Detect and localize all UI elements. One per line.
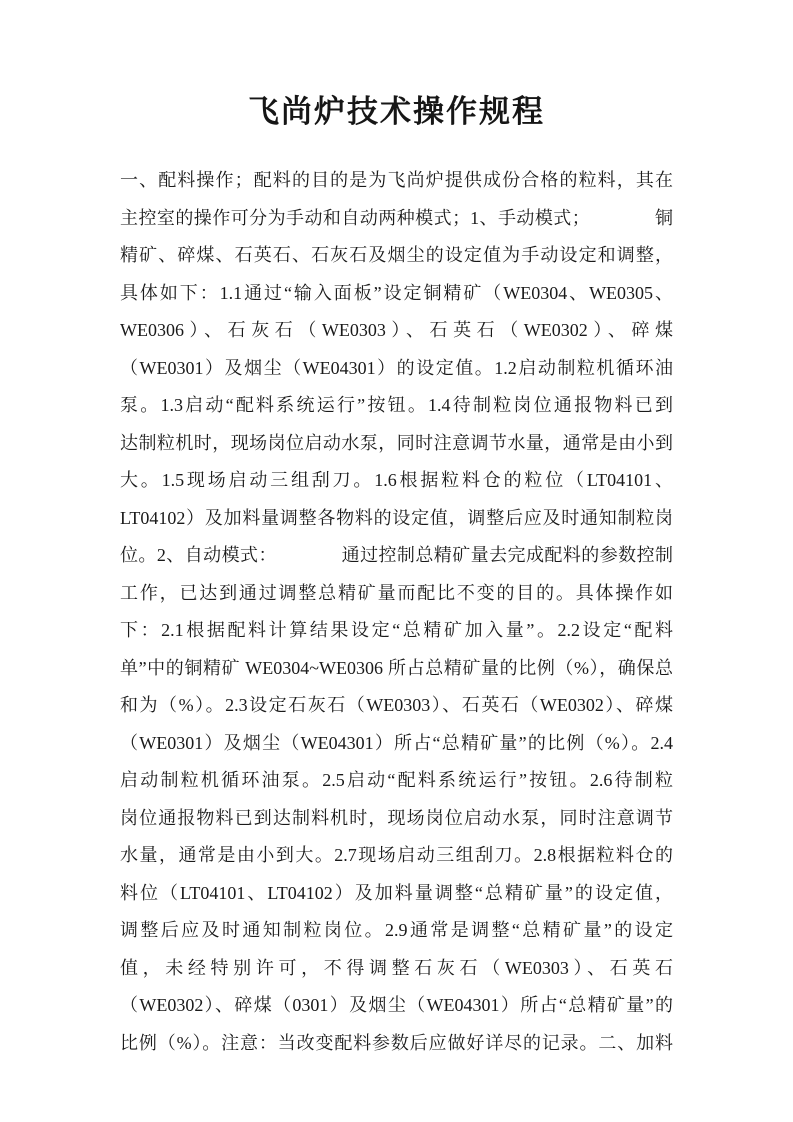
text-line: 和为（%）。2.3设定石灰石（WE0303）、石英石（WE0302）、碎煤	[120, 695, 673, 715]
text-line: 值，未经特别许可，不得调整石灰石（WE0303）、石英石	[120, 957, 673, 978]
text-line: 水量，通常是由小到大。2.7现场启动三组刮刀。2.8根据粒料仓的	[120, 845, 673, 865]
text-line: 主控室的操作可分为手动和自动两种模式；1、手动模式； 铜	[120, 207, 673, 228]
text-line: （WE0301）及烟尘（WE04301）的设定值。1.2启动制粒机循环油	[120, 357, 673, 378]
text-line: 岗位通报物料已到达制料机时，现场岗位启动水泵，同时注意调节	[120, 807, 673, 828]
text-line: （WE0301）及烟尘（WE04301）所占“总精矿量”的比例（%）。2.4	[120, 732, 673, 753]
text-line: 具体如下：1.1通过“输入面板”设定铜精矿（WE0304、WE0305、	[120, 282, 673, 303]
text-line: 料位（LT04101、LT04102）及加料量调整“总精矿量”的设定值，	[120, 882, 673, 903]
text-line: 工作，已达到通过调整总精矿量而配比不变的目的。具体操作如	[120, 582, 673, 603]
text-line: 单”中的铜精矿 WE0304~WE0306 所占总精矿量的比例（%），确保总	[120, 657, 673, 678]
text-line: 比例（%）。注意：当改变配料参数后应做好详尽的记录。二、加料	[120, 1032, 673, 1053]
text-line: （WE0302）、碎煤（0301）及烟尘（WE04301）所占“总精矿量”的	[120, 995, 673, 1015]
text-line: 调整后应及时通知制粒岗位。2.9通常是调整“总精矿量”的设定	[120, 920, 673, 940]
text-line: 精矿、碎煤、石英石、石灰石及烟尘的设定值为手动设定和调整，	[120, 245, 673, 265]
text-line: 启动制粒机循环油泵。2.5启动“配料系统运行”按钮。2.6待制粒	[120, 770, 673, 790]
document-body	[120, 162, 673, 1062]
text-line: 下：2.1根据配料计算结果设定“总精矿加入量”。2.2设定“配料	[120, 620, 673, 640]
text-line: WE0306）、石灰石（WE0303）、石英石（WE0302）、碎煤	[120, 320, 673, 340]
text-line: LT04102）及加料量调整各物料的设定值，调整后应及时通知制粒岗	[120, 507, 673, 528]
text-line: 一、配料操作；配料的目的是为飞尚炉提供成份合格的粒料，其在	[120, 170, 673, 190]
text-line: 位。2、自动模式： 通过控制总精矿量去完成配料的参数控制	[120, 545, 673, 565]
text-line: 泵。1.3启动“配料系统运行”按钮。1.4待制粒岗位通报物料已到	[120, 395, 673, 415]
text-line: 达制粒机时，现场岗位启动水泵，同时注意调节水量，通常是由小到	[120, 432, 673, 453]
document-title: 飞尚炉技术操作规程	[248, 94, 545, 129]
text-line: 大。1.5现场启动三组刮刀。1.6根据粒料仓的粒位（LT04101、	[120, 470, 673, 490]
